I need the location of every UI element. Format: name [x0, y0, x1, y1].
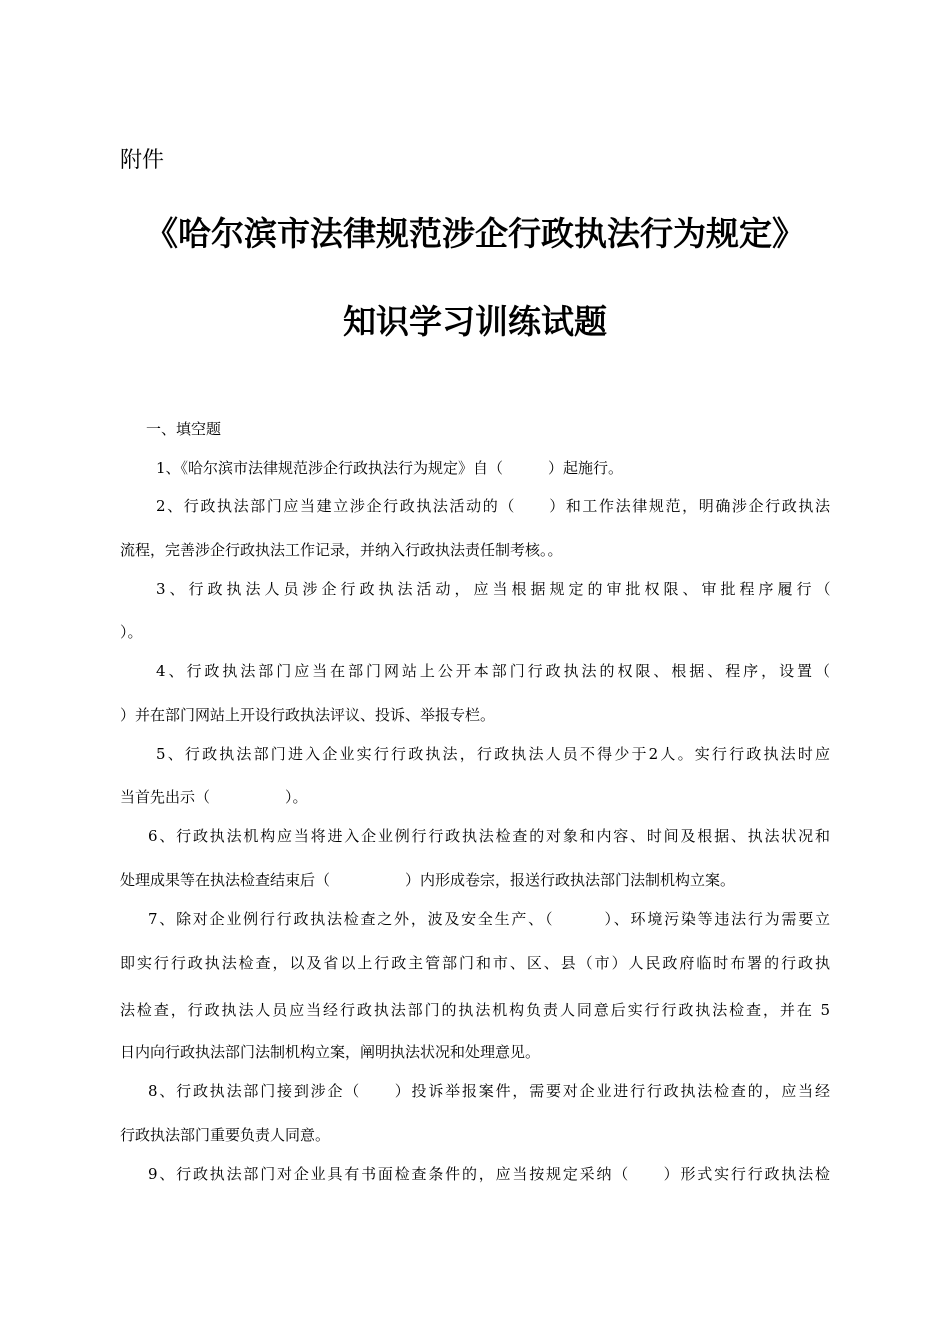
question-5-line-1: 5、行政执法部门进入企业实行行政执法，行政执法人员不得少于2人。实行行政执法时应: [156, 745, 830, 763]
section-heading-fill-in-blanks: 一、填空题: [146, 420, 222, 438]
question-4-line-2: ）并在部门网站上开设行政执法评议、投诉、举报专栏。: [120, 706, 496, 724]
question-3-line-1: 3、行政执法人员涉企行政执法活动，应当根据规定的审批权限、审批程序履行（: [156, 580, 835, 598]
question-7-line-4: 日内向行政执法部门法制机构立案，阐明执法状况和处理意见。: [120, 1043, 541, 1061]
question-7-line-2: 即实行行政执法检查，以及省以上行政主管部门和市、区、县（市）人民政府临时布署的行政执: [120, 954, 830, 972]
question-8-line-2: 行政执法部门重要负责人同意。: [120, 1126, 331, 1144]
question-1-line-1: 1、《哈尔滨市法律规范涉企行政执法行为规定》自（ ）起施行。: [156, 459, 624, 477]
question-6-line-2: 处理成果等在执法检查结束后（ ）内形成卷宗，报送行政执法部门法制机构立案。: [120, 871, 736, 889]
question-2-line-2: 流程，完善涉企行政执法工作记录，并纳入行政执法责任制考核。。: [120, 541, 563, 559]
question-9-line-1: 9、行政执法部门对企业具有书面检查条件的，应当按规定采纳（ ）形式实行行政执法检: [148, 1165, 830, 1183]
attachment-label: 附件: [120, 148, 165, 173]
document-title-line-1: 《哈尔滨市法律规范涉企行政执法行为规定》: [145, 214, 805, 253]
question-2-line-1: 2、行政执法部门应当建立涉企行政执法活动的（ ）和工作法律规范，明确涉企行政执法: [156, 497, 830, 515]
question-7-line-3: 法检查，行政执法人员应当经行政执法部门的执法机构负责人同意后实行行政执法检查，并在 5: [120, 1001, 830, 1019]
question-4-line-1: 4、行政执法部门应当在部门网站上公开本部门行政执法的权限、根据、程序，设置（: [156, 662, 830, 680]
question-3-line-2: ）。: [120, 623, 143, 641]
document-title-line-2: 知识学习训练试题: [343, 302, 607, 341]
question-6-line-1: 6、行政执法机构应当将进入企业例行行政执法检查的对象和内容、时间及根据、执法状况和: [148, 827, 830, 845]
question-8-line-1: 8、行政执法部门接到涉企（ ）投诉举报案件，需要对企业进行行政执法检查的，应当经: [148, 1082, 830, 1100]
question-5-line-2: 当首先出示（ ）。: [120, 788, 308, 806]
question-7-line-1: 7、除对企业例行行政执法检查之外，波及安全生产、（ ）、环境污染等违法行为需要立: [148, 910, 830, 928]
